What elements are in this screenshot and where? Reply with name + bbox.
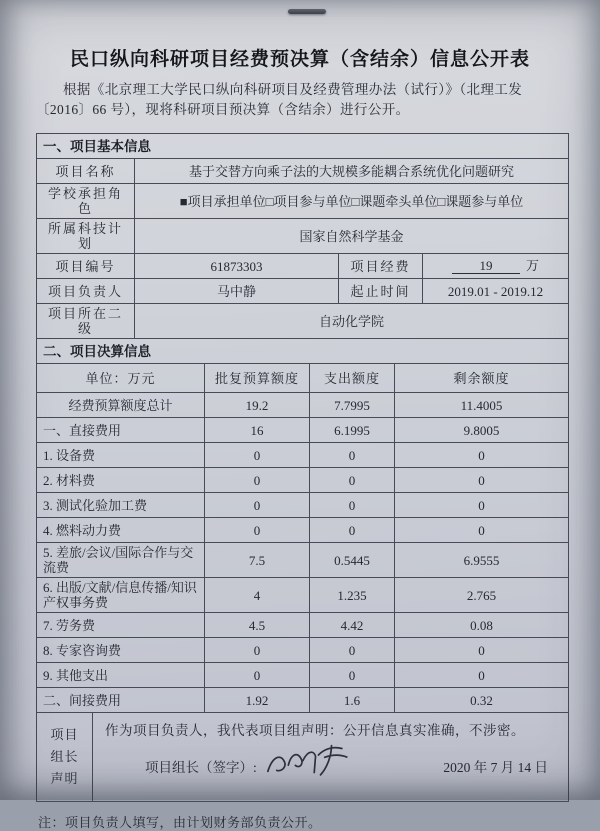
budget-header-unit: 单位：万元 (37, 364, 205, 393)
science-plan-row (37, 219, 569, 254)
footnote: 注：项目负责人填写，由计划财务部负责公开。 (38, 815, 322, 830)
budget-row-spent: 7.7995 (310, 393, 395, 418)
budget-row-label: 5. 差旅/会议/国际合作与交流费 (37, 543, 205, 578)
project-funds-label: 项目经费 (339, 254, 423, 279)
science-plan-label: 所属科技计划 (37, 219, 135, 254)
budget-row-remaining: 0 (395, 493, 569, 518)
declaration-table (36, 712, 569, 802)
budget-row-approved: 0 (205, 638, 310, 663)
declaration-side-label (37, 713, 93, 802)
budget-row-approved: 19.2 (205, 393, 310, 418)
budget-row-approved: 0 (205, 663, 310, 688)
project-funds-value: 19 (452, 258, 520, 274)
intro-paragraph: 根据《北京理工大学民口纵向科研项目及经费管理办法（试行）》（北理工发〔2016〕66 号），现将科研项目预决算（含结余）进行公开。 (36, 82, 523, 117)
budget-table (36, 338, 569, 713)
budget-row-label: 6. 出版/文献/信息传播/知识产权事务费 (37, 578, 205, 613)
budget-row-remaining: 0 (395, 663, 569, 688)
budget-row-label: 二、间接费用 (37, 688, 205, 713)
budget-row-spent: 0.5445 (310, 543, 395, 578)
declaration-statement: 作为项目负责人，我代表项目组声明：公开信息真实准确，不涉密。 (105, 723, 525, 738)
declaration-side-line: 声明 (50, 771, 79, 786)
budget-row-label: 1. 设备费 (37, 443, 205, 468)
budget-row-label: 8. 专家咨询费 (37, 638, 205, 663)
declaration-content (93, 713, 569, 802)
project-leader-label: 项目负责人 (37, 279, 135, 304)
budget-row-equipment (37, 443, 569, 468)
project-name-value: 基于交替方向乘子法的大规模多能耦合系统优化问题研究 (135, 159, 569, 184)
project-name-row (37, 159, 569, 184)
budget-row-approved: 0 (205, 493, 310, 518)
project-number-value: 61873303 (135, 254, 339, 279)
budget-row-spent: 0 (310, 518, 395, 543)
budget-row-remaining: 0 (395, 443, 569, 468)
budget-section-title: 二、项目决算信息 (37, 339, 569, 364)
project-leader-value: 马中静 (135, 279, 339, 304)
budget-row-direct (37, 418, 569, 443)
signature-row (105, 760, 558, 777)
signature-label: 项目组长（签字）: (145, 760, 257, 775)
budget-header-remaining: 剩余额度 (395, 364, 569, 393)
signature-date: 2020 年 7 月 14 日 (443, 760, 548, 775)
basic-info-table (36, 133, 569, 339)
budget-row-remaining: 0 (395, 468, 569, 493)
project-period-label: 起止时间 (339, 279, 423, 304)
budget-header-row (37, 364, 569, 393)
budget-row-label: 一、直接费用 (37, 418, 205, 443)
budget-row-labor (37, 613, 569, 638)
budget-row-remaining: 0.32 (395, 688, 569, 713)
budget-row-consulting (37, 638, 569, 663)
project-name-label: 项目名称 (37, 159, 135, 184)
budget-row-remaining: 0 (395, 518, 569, 543)
budget-row-spent: 1.6 (310, 688, 395, 713)
budget-row-testing (37, 493, 569, 518)
budget-row-remaining: 0 (395, 638, 569, 663)
page-title: 民口纵向科研项目经费预决算（含结余）信息公开表 (69, 49, 530, 70)
budget-section-row (37, 339, 569, 364)
staple-mark (288, 9, 326, 14)
project-number-row (37, 254, 569, 279)
school-role-label: 学校承担角色 (37, 184, 135, 219)
budget-header-approved: 批复预算额度 (205, 364, 310, 393)
budget-row-remaining: 11.4005 (395, 393, 569, 418)
school-role-value: ■项目承担单位□项目参与单位□课题牵头单位□课题参与单位 (135, 184, 569, 219)
budget-header-spent: 支出额度 (310, 364, 395, 393)
budget-row-materials (37, 468, 569, 493)
budget-row-total (37, 393, 569, 418)
budget-row-label: 2. 材料费 (37, 468, 205, 493)
budget-row-approved: 4.5 (205, 613, 310, 638)
budget-row-label: 9. 其他支出 (37, 663, 205, 688)
budget-row-spent: 0 (310, 468, 395, 493)
budget-row-travel (37, 543, 569, 578)
budget-row-approved: 0 (205, 468, 310, 493)
budget-row-spent: 0 (310, 638, 395, 663)
budget-row-approved: 16 (205, 418, 310, 443)
budget-row-indirect (37, 688, 569, 713)
budget-row-publication (37, 578, 569, 613)
project-number-label: 项目编号 (37, 254, 135, 279)
department-value: 自动化学院 (135, 304, 569, 339)
budget-row-spent: 0 (310, 443, 395, 468)
declaration-side-line: 项目 (50, 727, 79, 742)
declaration-row (37, 713, 569, 802)
budget-row-label: 4. 燃料动力费 (37, 518, 205, 543)
budget-row-remaining: 6.9555 (395, 543, 569, 578)
budget-row-spent: 0 (310, 663, 395, 688)
budget-row-approved: 0 (205, 443, 310, 468)
budget-row-spent: 1.235 (310, 578, 395, 613)
budget-row-approved: 4 (205, 578, 310, 613)
project-period-value: 2019.01 - 2019.12 (423, 279, 569, 304)
school-role-row (37, 184, 569, 219)
budget-row-spent: 0 (310, 493, 395, 518)
budget-row-remaining: 0.08 (395, 613, 569, 638)
declaration-side-line: 组长 (50, 749, 79, 764)
budget-row-fuel (37, 518, 569, 543)
budget-row-approved: 7.5 (205, 543, 310, 578)
budget-row-approved: 1.92 (205, 688, 310, 713)
project-funds-cell (423, 254, 569, 279)
project-leader-row (37, 279, 569, 304)
department-row (37, 304, 569, 339)
project-funds-unit: 万 (525, 258, 539, 273)
budget-row-other (37, 663, 569, 688)
budget-row-spent: 4.42 (310, 613, 395, 638)
science-plan-value: 国家自然科学基金 (135, 219, 569, 254)
budget-row-approved: 0 (205, 518, 310, 543)
budget-row-label: 3. 测试化验加工费 (37, 493, 205, 518)
budget-row-label: 经费预算额度总计 (37, 393, 205, 418)
budget-row-remaining: 2.765 (395, 578, 569, 613)
handwritten-signature (261, 738, 356, 783)
basic-info-section-row (37, 134, 569, 159)
budget-row-remaining: 9.8005 (395, 418, 569, 443)
basic-info-section-title: 一、项目基本信息 (37, 134, 569, 159)
department-label: 项目所在二级 (37, 304, 135, 339)
budget-row-label: 7. 劳务费 (37, 613, 205, 638)
budget-row-spent: 6.1995 (310, 418, 395, 443)
